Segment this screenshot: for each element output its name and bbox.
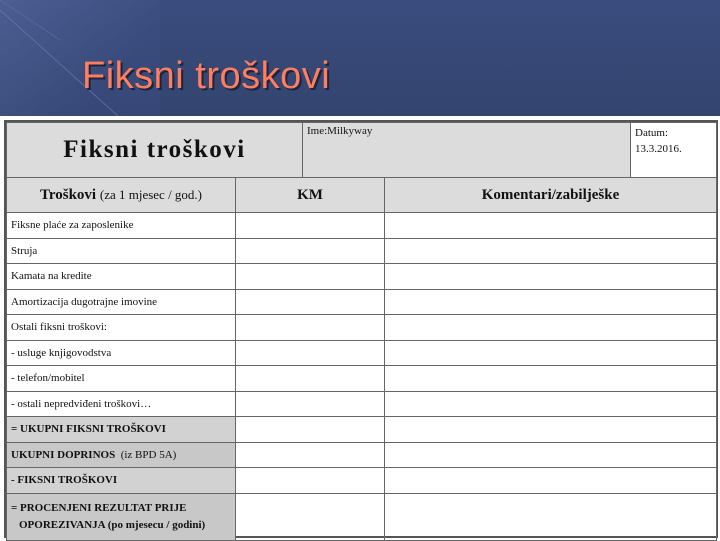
slide-header: [0, 0, 720, 116]
row-label: Fiksne plaće za zaposlenike: [7, 213, 236, 239]
form-title: Fiksni troškovi: [7, 123, 303, 178]
km-cell[interactable]: [236, 213, 385, 239]
total-contribution-row: [7, 442, 717, 468]
km-cell[interactable]: [236, 493, 385, 540]
comment-cell[interactable]: [385, 442, 717, 468]
km-cell[interactable]: [236, 417, 385, 443]
table-row: [7, 213, 717, 239]
date-value: 13.3.2016.: [635, 143, 682, 155]
table-row: [7, 264, 717, 290]
table-row: [7, 289, 717, 315]
km-cell[interactable]: [236, 315, 385, 341]
fixed-costs-table: [6, 122, 717, 541]
row-label: - ostali nepredviđeni troškovi…: [7, 391, 236, 417]
col-header-komentari: Komentari/zabilješke: [385, 178, 717, 213]
comment-cell[interactable]: [385, 213, 717, 239]
km-cell[interactable]: [236, 366, 385, 392]
row-label: Kamata na kredite: [7, 264, 236, 290]
comment-cell[interactable]: [385, 391, 717, 417]
comment-cell[interactable]: [385, 264, 717, 290]
row-label: Amortizacija dugotrajne imovine: [7, 289, 236, 315]
table-row: [7, 391, 717, 417]
col-header-troskovi: [7, 178, 236, 213]
comment-cell[interactable]: [385, 493, 717, 540]
comment-cell[interactable]: [385, 340, 717, 366]
km-cell[interactable]: [236, 468, 385, 494]
row-label: - usluge knjigovodstva: [7, 340, 236, 366]
comment-cell[interactable]: [385, 238, 717, 264]
slide-title: Fiksni troškovi: [82, 55, 331, 97]
table-row: [7, 315, 717, 341]
km-cell[interactable]: [236, 264, 385, 290]
km-cell[interactable]: [236, 238, 385, 264]
comment-cell[interactable]: [385, 289, 717, 315]
fixed-costs-form: [4, 120, 718, 538]
comment-cell[interactable]: [385, 417, 717, 443]
minus-fixed-costs-row: [7, 468, 717, 494]
date-field[interactable]: [631, 123, 717, 178]
total-fixed-costs-label: = UKUPNI FIKSNI TROŠKOVI: [7, 417, 236, 443]
km-cell[interactable]: [236, 442, 385, 468]
estimated-result-row: [7, 493, 717, 540]
total-contribution-note: (iz BPD 5A): [120, 448, 177, 461]
row-label: Struja: [7, 238, 236, 264]
estimated-result-line2: OPOREZIVANJA (po mjesecu / godini): [19, 518, 206, 531]
name-field[interactable]: Ime:Milkyway: [303, 123, 631, 178]
km-cell[interactable]: [236, 340, 385, 366]
col-troskovi-note: (za 1 mjesec / god.): [99, 186, 203, 202]
total-contribution-text: UKUPNI DOPRINOS: [11, 448, 116, 461]
row-label: Ostali fiksni troškovi:: [7, 315, 236, 341]
row-label: - telefon/mobitel: [7, 366, 236, 392]
date-label: Datum:: [635, 127, 669, 139]
km-cell[interactable]: [236, 391, 385, 417]
form-header-row: [7, 123, 717, 178]
estimated-result-label: [7, 493, 236, 540]
comment-cell[interactable]: [385, 315, 717, 341]
estimated-result-line1: = PROCENJENI REZULTAT PRIJE: [11, 501, 187, 514]
table-row: [7, 238, 717, 264]
comment-cell[interactable]: [385, 468, 717, 494]
table-row: [7, 340, 717, 366]
km-cell[interactable]: [236, 289, 385, 315]
column-header-row: [7, 178, 717, 213]
comment-cell[interactable]: [385, 366, 717, 392]
total-contribution-label: [7, 442, 236, 468]
minus-fixed-costs-label: - FIKSNI TROŠKOVI: [7, 468, 236, 494]
table-row: [7, 366, 717, 392]
col-troskovi-label: Troškovi: [39, 186, 97, 203]
total-fixed-costs-row: [7, 417, 717, 443]
col-header-km: KM: [236, 178, 385, 213]
